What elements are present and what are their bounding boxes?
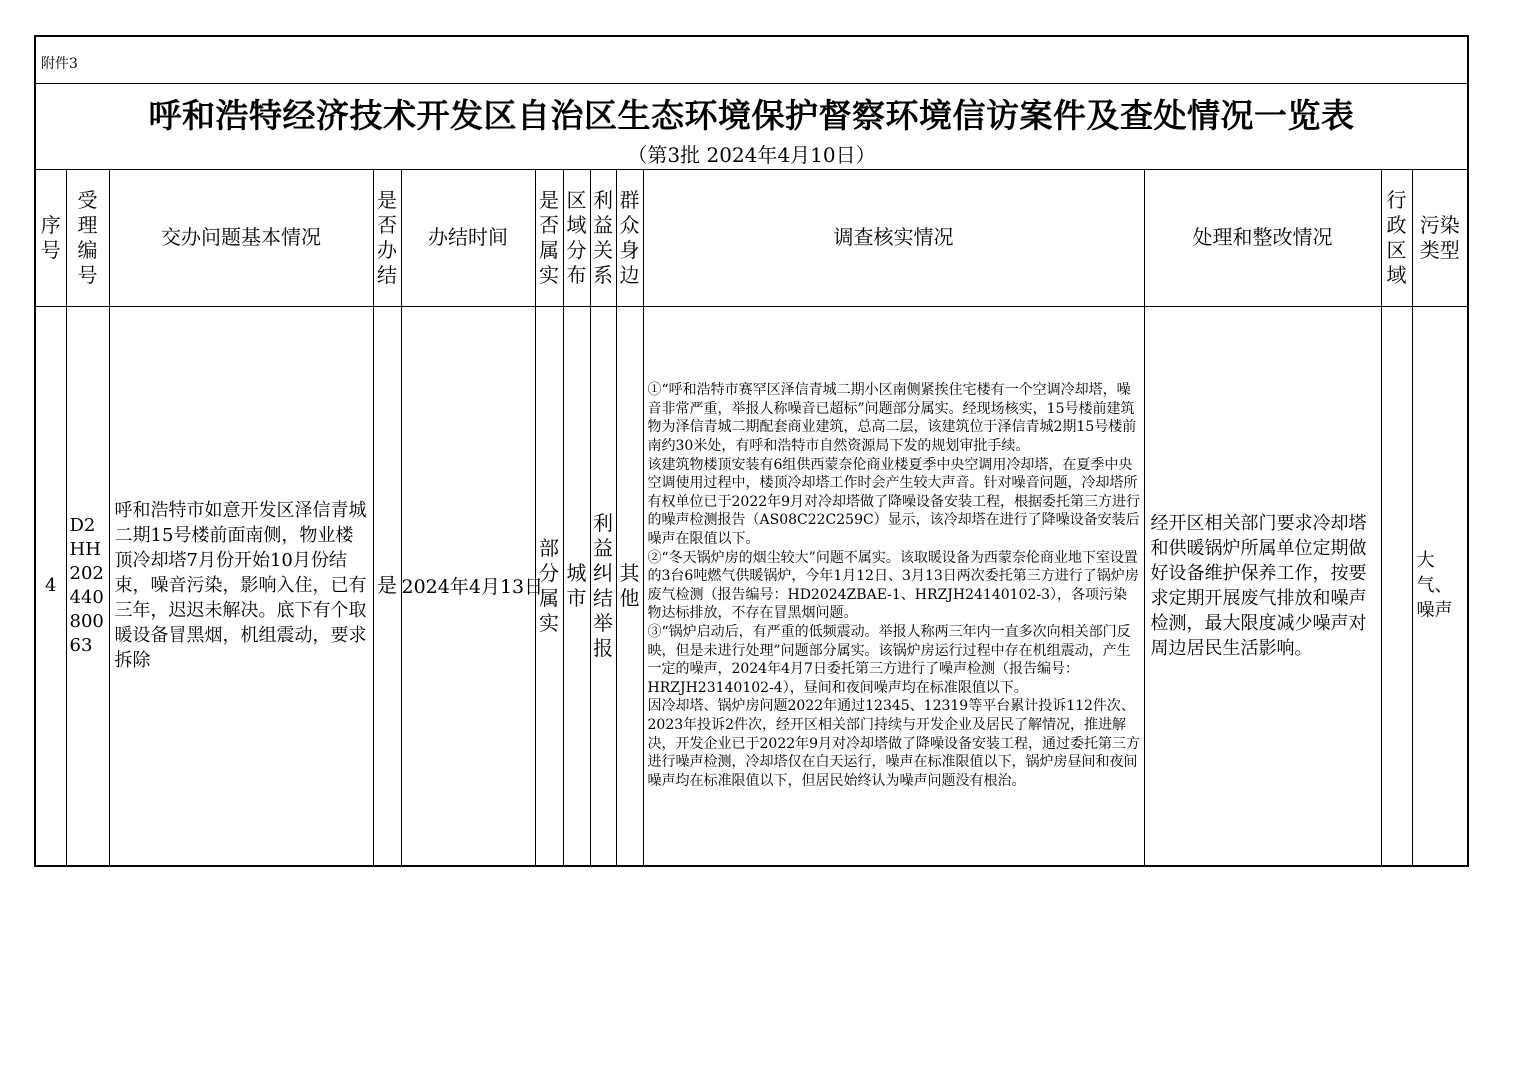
cell-district [1381, 306, 1412, 865]
cell-nearby: 其他 [616, 306, 643, 865]
header-seq: 序号 [36, 170, 66, 306]
investigation-paragraph: 该建筑物楼顶安装有6组供西蒙奈伦商业楼夏季中央空调用冷却塔，在夏季中央空调使用过程中，楼顶冷却塔工作时会产生较大声音。针对噪音问题，冷却塔所有权单位已于2022年9月对冷却塔做了降噪设备安装工程，根据委托第三方进行的噪声检测报告（AS08C22C259C）显示，该冷却塔在进行了降噪设备安装后噪声在限值以下。 [647, 456, 1141, 547]
header-interest: 利益关系 [590, 170, 616, 306]
header-handling: 处理和整改情况 [1144, 170, 1381, 306]
cell-interest: 利益纠结举报 [590, 306, 616, 865]
attachment-row [36, 37, 1467, 84]
document-subtitle: （第3批 2024年4月10日） [627, 143, 876, 167]
investigation-paragraph: ②“冬天锅炉房的烟尘较大”问题不属实。该取暖设备为西蒙奈伦商业地下室设置的3台6吨燃气供暖锅炉，今年1月12日、3月13日两次委托第三方进行了锅炉房废气检测（报告编号：HD2024ZBAE-1、HRZJH24140102-3），各项污染物达标排放，不存在冒黑烟问题。 [647, 549, 1139, 622]
header-district: 行政区域 [1381, 170, 1412, 306]
header-investigation: 调查核实情况 [643, 170, 1144, 306]
cell-investigation [643, 306, 1144, 865]
title-block [36, 84, 1467, 170]
cell-area: 城市 [563, 306, 590, 865]
header-verified: 是否属实 [535, 170, 563, 306]
investigation-paragraph: ①“呼和浩特市赛罕区泽信青城二期小区南侧紧挨住宅楼有一个空调冷却塔，噪音非常严重，举报人称噪音已超标”问题部分属实。经现场核实，15号楼前建筑物为泽信青城二期配套商业建筑，总高二层，该建筑位于泽信青城2期15号楼前南约30米处，有呼和浩特市自然资源局下发的规划审批手续。 [647, 382, 1137, 454]
header-pollution: 污染类型 [1412, 170, 1467, 306]
cell-pollution: 大气、噪声 [1412, 306, 1467, 865]
cell-verified: 部分属实 [535, 306, 563, 865]
cell-problem: 呼和浩特市如意开发区泽信青城二期15号楼前面南侧，物业楼顶冷却塔7月份开始10月份结束，噪音污染，影响入住，已有三年，迟迟未解决。底下有个取暖设备冒黑烟，机组震动，要求拆除 [109, 306, 373, 865]
document-sheet [34, 35, 1469, 867]
header-row [36, 170, 1467, 306]
attachment-label: 附件3 [41, 56, 78, 72]
table-row [36, 306, 1467, 865]
cell-handling: 经开区相关部门要求冷却塔和供暖锅炉所属单位定期做好设备维护保养工作，按要求定期开展废气排放和噪声检测，最大限度减少噪声对周边居民生活影响。 [1144, 306, 1381, 865]
cell-closed: 是 [373, 306, 401, 865]
header-area: 区域分布 [563, 170, 590, 306]
case-table [36, 170, 1467, 865]
investigation-paragraph: ③“锅炉启动后，有严重的低频震动。举报人称两三年内一直多次向相关部门反映，但是未进行处理”问题部分属实。该锅炉房运行过程中存在机组震动，产生一定的噪声，2024年4月7日委托第三方进行了噪声检测（报告编号：HRZJH23140102-4），昼间和夜间噪声均在标准限值以下。 [647, 623, 1131, 696]
cell-seq: 4 [36, 306, 66, 865]
header-code: 受理编号 [66, 170, 109, 306]
document-title: 呼和浩特经济技术开发区自治区生态环境保护督察环境信访案件及查处情况一览表 [148, 96, 1355, 135]
investigation-paragraph: 因冷却塔、锅炉房问题2022年通过12345、12319等平台累计投诉112件次、2023年投诉2件次，经开区相关部门持续与开发企业及居民了解情况，推进解决，开发企业已于2022年9月对冷却塔做了降噪设备安装工程，通过委托第三方进行噪声检测，冷却塔仅在白天运行，噪声在标准限值以下，锅炉房昼间和夜间噪声均在标准限值以下，但居民始终认为噪声问题没有根治。 [647, 698, 1141, 789]
cell-code: D2HH20244080063 [66, 306, 109, 865]
cell-close-date: 2024年4月13日 [401, 306, 535, 865]
header-close-date: 办结时间 [401, 170, 535, 306]
header-closed: 是否办结 [373, 170, 401, 306]
header-nearby: 群众身边 [616, 170, 643, 306]
header-problem: 交办问题基本情况 [109, 170, 373, 306]
